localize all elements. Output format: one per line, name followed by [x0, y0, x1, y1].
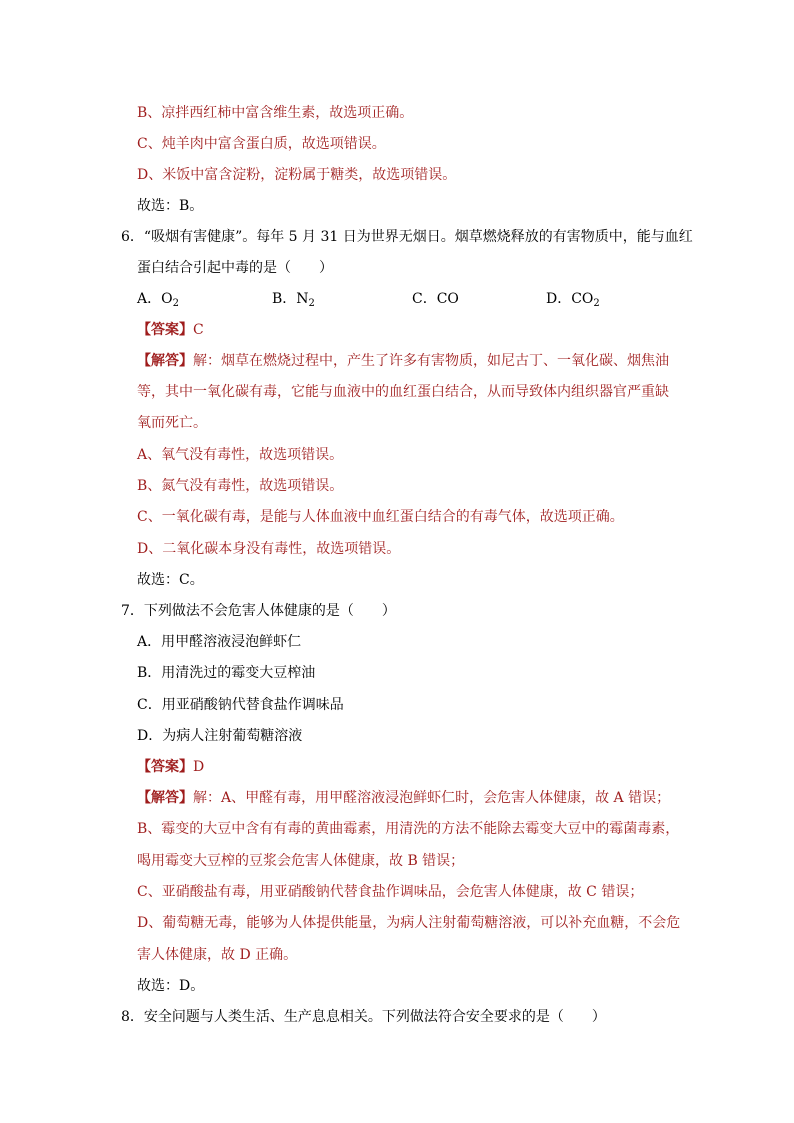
q6-option-d-text: D．CO [546, 291, 594, 307]
q6-option-d-sub: 2 [593, 298, 600, 309]
q6-analysis-b: B、氮气没有毒性，故选项错误。 [137, 478, 344, 494]
q6-option-a-sub: 2 [172, 298, 179, 309]
q7-answer [137, 758, 204, 776]
q6-option-a [137, 290, 179, 308]
q6-option-a-text: A．O [137, 291, 173, 307]
q6-stem-line2: 蛋白结合引起中毒的是（ ） [137, 260, 333, 276]
q7-analysis-a [137, 789, 670, 807]
q7-option-a: A．用甲醛溶液浸泡鲜虾仁 [137, 634, 302, 650]
q6-option-b [272, 290, 315, 308]
q6-option-d [546, 290, 600, 308]
q7-conclusion: 故选：D。 [137, 978, 205, 994]
q6-analysis-text1: 解：烟草在燃烧过程中，产生了许多有害物质，如尼古丁、一氧化碳、烟焦油 [193, 353, 669, 369]
q5-conclusion: 故选：B。 [137, 198, 204, 214]
q7-analysis-b2: 喝用霉变大豆榨的豆浆会危害人体健康，故 B 错误； [137, 853, 465, 869]
q6-option-b-text: B．N [272, 291, 309, 307]
q6-conclusion: 故选：C。 [137, 572, 204, 588]
q6-analysis-line1 [137, 352, 669, 370]
q6-answer-value: C [193, 322, 204, 338]
q7-analysis-d2: 害人体健康，故 D 正确。 [137, 947, 298, 963]
q7-analysis-b1: B、霉变的大豆中含有有毒的黄曲霉素，用清洗的方法不能除去霉变大豆中的霉菌毒素， [137, 821, 680, 837]
q7-option-b: B．用清洗过的霉变大豆榨油 [137, 665, 316, 681]
q6-analysis-d: D、二氧化碳本身没有毒性，故选项错误。 [137, 541, 401, 557]
q7-analysis-d1: D、葡萄糖无毒，能够为人体提供能量，为病人注射葡萄糖溶液，可以补充血糖，不会危 [137, 915, 681, 931]
q7-option-d: D．为病人注射葡萄糖溶液 [137, 728, 303, 744]
q6-answer [137, 321, 204, 339]
q6-analysis-tag: 【解答】 [137, 353, 193, 369]
q7-answer-tag: 【答案】 [137, 759, 193, 775]
q6-analysis-c: C、一氧化碳有毒，是能与人体血液中血红蛋白结合的有毒气体，故选项正确。 [137, 509, 624, 525]
q6-analysis-a: A、氧气没有毒性，故选项错误。 [137, 447, 344, 463]
q7-stem: 7．下列做法不会危害人体健康的是（ ） [121, 603, 396, 619]
q6-analysis-line2: 等，其中一氧化碳有毒，它能与血液中的血红蛋白结合，从而导致体内组织器官严重缺 [137, 384, 669, 400]
q6-analysis-line3: 氧而死亡。 [137, 415, 207, 431]
q6-option-b-sub: 2 [308, 298, 315, 309]
q7-answer-value: D [193, 759, 205, 775]
q7-option-c: C．用亚硝酸钠代替食盐作调味品 [137, 697, 344, 713]
q5-analysis-d: D、米饭中富含淀粉，淀粉属于糖类，故选项错误。 [137, 167, 457, 183]
q5-analysis-c: C、炖羊肉中富含蛋白质，故选项错误。 [137, 136, 386, 152]
q6-option-c: C．CO [412, 291, 459, 307]
q6-stem-line1: 6．“吸烟有害健康”。每年 5 月 31 日为世界无烟日。烟草燃烧释放的有害物质中，能与血红 [121, 229, 693, 245]
q5-analysis-b: B、凉拌西红柿中富含维生素，故选项正确。 [137, 105, 414, 121]
q7-analysis-tag: 【解答】 [137, 790, 193, 806]
q6-answer-tag: 【答案】 [137, 322, 193, 338]
q7-analysis-a-text: 解：A、甲醛有毒，用甲醛溶液浸泡鲜虾仁时，会危害人体健康，故 A 错误； [193, 790, 671, 806]
q7-analysis-c: C、亚硝酸盐有毒，用亚硝酸钠代替食盐作调味品，会危害人体健康，故 C 错误； [137, 884, 644, 900]
q8-stem: 8．安全问题与人类生活、生产息息相关。下列做法符合安全要求的是（ ） [121, 1009, 606, 1025]
